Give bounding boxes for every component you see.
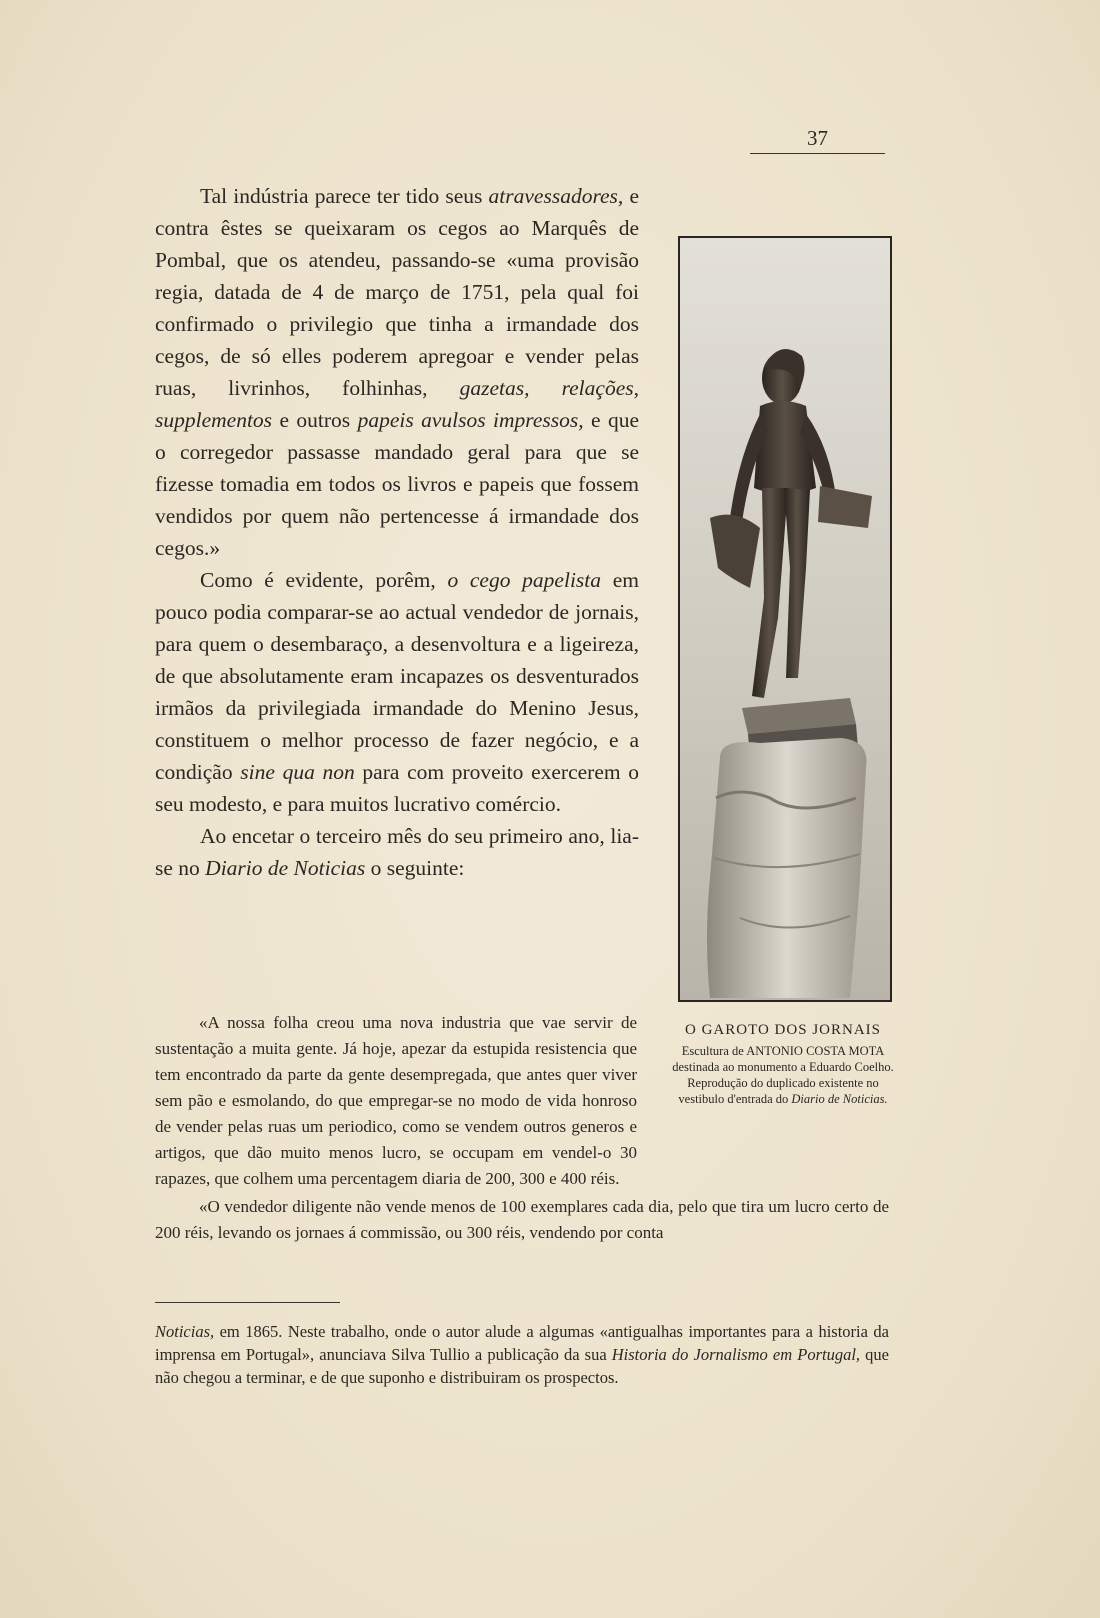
footnote	[155, 1320, 889, 1389]
paragraph-2-italic-1: o cego papelista	[447, 568, 602, 592]
paragraph-1-text-1: Tal indústria parece ter tido seus	[200, 184, 489, 208]
quote-paragraph-1: «A nossa folha creou uma nova industria que vae servir de sustentação a muita gente. Já hoje, apezar da estupida resistencia que tem encontrado da parte da gente desempregada, que antes quer viver sem pão e esmolando, do que empregar-se no modo de vida honroso de vender pelas ruas um periodico, como se vendem outros generos e artigos, que dão muito menos lucro, se occupam em vendel-o 30 rapazes, que colhem uma percentagem diaria de 200, 300 e 400 réis.	[155, 1013, 637, 1188]
paragraph-1-italic-3: papeis avulsos impressos,	[357, 408, 584, 432]
quoted-text	[155, 1010, 889, 1248]
footnote-italic-1: Noticias,	[155, 1322, 215, 1341]
figure-float-space	[639, 180, 889, 988]
paragraph-2-text-2: em pouco podia comparar-se ao actual vendedor de jornais, para quem o desembaraço, a desenvoltura e a ligeireza, de que absolutamente eram incapazes os desventurados irmãos da privilegiada irmandade do Menino Jesus, constituem o melhor processo de fazer negócio, e a condição	[155, 568, 639, 784]
paragraph-3-text-2: o seguinte:	[365, 856, 465, 880]
paragraph-1-italic-1: atravessadores,	[488, 184, 624, 208]
caption-line-2-text: Reprodução do duplicado existente no vestibulo d'entrada do	[678, 1076, 879, 1106]
main-text	[155, 180, 889, 988]
footnote-italic-2: Historia do Jornalismo em Portugal,	[611, 1345, 861, 1364]
paragraph-1-italic-2: gazetas, relações, supplementos	[155, 376, 639, 432]
footnote-text-1: em 1865. Neste trabalho, onde o autor alude a algumas «antigualhas importantes para a historia da imprensa em Portugal», anunciava Silva Tullio a publicação da sua	[155, 1322, 889, 1364]
page-number: 37	[750, 126, 885, 154]
paragraph-3-text-1: Ao encetar o terceiro mês do seu primeiro ano, lia-se no	[155, 824, 639, 880]
paragraph-1-text-2: e contra êstes se queixaram os cegos ao Marquês de Pombal, que os atendeu, passando-se «uma provisão regia, datada de 4 de março de 1751, pela qual foi confirmado o privilegio que tinha a irmandade dos cegos, de só elles poderem apregoar e vender pelas ruas, livrinhos, folhinhas,	[155, 184, 639, 400]
caption-line-1: Escultura de ANTONIO COSTA MOTA destinada ao monumento a Eduardo Coelho.	[672, 1044, 894, 1074]
paragraph-2-text-1: Como é evidente, porêm,	[200, 568, 448, 592]
footnote-paragraph	[155, 1320, 889, 1389]
caption-title: O GAROTO DOS JORNAIS	[685, 1022, 881, 1038]
paragraph-2-text-3: para com proveito exercerem o seu modesto, e para muitos lucrativo comércio.	[155, 760, 639, 816]
footnote-rule	[155, 1302, 340, 1303]
quote-paragraph-2: «O vendedor diligente não vende menos de 100 exemplares cada dia, pelo que tira um lucro certo de 200 réis, levando os jornaes á commissão, ou 300 réis, vendendo por conta	[155, 1197, 889, 1242]
paragraph-1-text-3: e outros	[272, 408, 358, 432]
caption-line-2-italic: Diario de Noticias.	[791, 1092, 888, 1106]
paragraph-3-italic-1: Diario de Noticias	[205, 856, 366, 880]
paragraph-2-italic-2: sine qua non	[240, 760, 355, 784]
caption-float-space	[637, 1010, 889, 1166]
footnote-text-2: que não chegou a terminar, e de que suponho e distribuiram os prospectos.	[155, 1345, 890, 1387]
paragraph-1-text-4: e que o corregedor passasse mandado geral para que se fizesse tomadia em todos os livros e papeis que fossem vendidos por quem não pertencesse á irmandade dos cegos.»	[155, 408, 639, 560]
